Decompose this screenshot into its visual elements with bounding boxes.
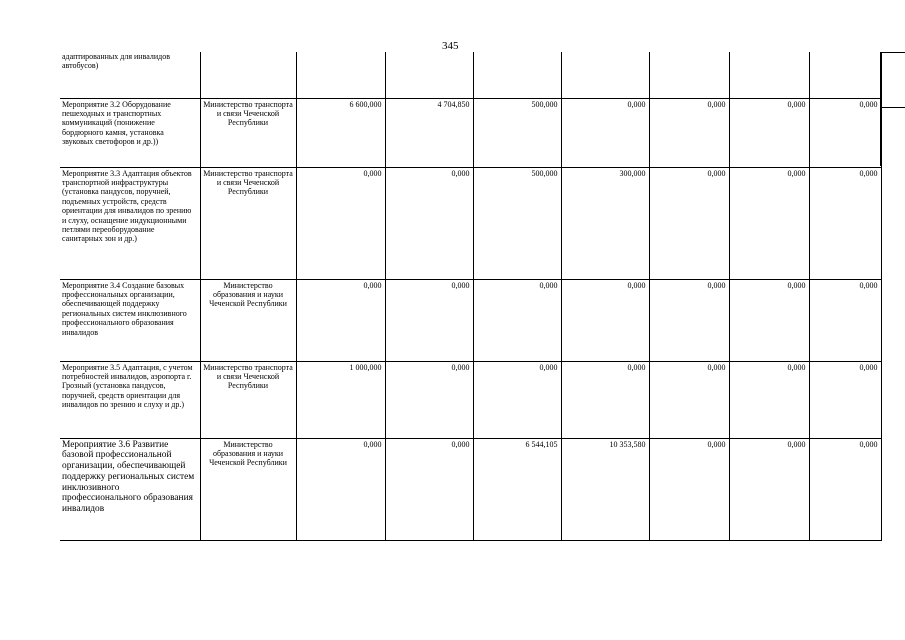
value-cell: 0,000	[649, 98, 729, 167]
value-cell: 6 600,000	[296, 98, 385, 167]
table-row	[60, 438, 881, 540]
executor-cell: Министерство транспорта и связи Чеченской Республики	[200, 361, 296, 438]
value-cell: 0,000	[385, 438, 473, 540]
page-number: 345	[442, 40, 459, 52]
value-cell: 0,000	[729, 98, 809, 167]
table-row	[60, 52, 881, 98]
value-cell: 0,000	[561, 98, 649, 167]
value-cell: 0,000	[296, 167, 385, 279]
table-row	[60, 279, 881, 361]
value-cell: 0,000	[561, 279, 649, 361]
executor-cell	[200, 52, 296, 98]
activity-name-cell: Мероприятие 3.5 Адаптация, с учетом потребностей инвалидов, аэропорта г. Грозный (установка пандусов, поручней, средств ориентации для инвалидов по зрению и слуху и др.)	[60, 361, 200, 438]
activity-name-cell: Мероприятие 3.2 Оборудование пешеходных и транспортных коммуникаций (понижение бордюрного камня, установка звуковых светофоров и др.))	[60, 98, 200, 167]
value-cell: 0,000	[809, 279, 881, 361]
value-cell: 0,000	[385, 167, 473, 279]
value-cell	[385, 52, 473, 98]
program-activities-table	[60, 52, 882, 541]
value-cell: 0,000	[809, 167, 881, 279]
value-cell: 0,000	[649, 438, 729, 540]
value-cell: 1 000,000	[296, 361, 385, 438]
value-cell: 0,000	[649, 279, 729, 361]
value-cell: 0,000	[649, 361, 729, 438]
table-row	[60, 361, 881, 438]
value-cell	[649, 52, 729, 98]
value-cell	[473, 52, 561, 98]
value-cell: 0,000	[729, 438, 809, 540]
value-cell	[296, 52, 385, 98]
value-cell: 0,000	[385, 279, 473, 361]
continuation-column-edge	[880, 52, 905, 108]
value-cell	[809, 52, 881, 98]
table-row	[60, 167, 881, 279]
value-cell: 0,000	[729, 361, 809, 438]
value-cell: 10 353,580	[561, 438, 649, 540]
value-cell: 0,000	[809, 438, 881, 540]
value-cell: 0,000	[473, 279, 561, 361]
value-cell: 500,000	[473, 98, 561, 167]
value-cell: 0,000	[296, 279, 385, 361]
value-cell: 500,000	[473, 167, 561, 279]
table-row	[60, 98, 881, 167]
value-cell: 0,000	[729, 279, 809, 361]
activity-name-cell: Мероприятие 3.4 Создание базовых профессиональных организации, обеспечивающей поддержку региональных систем инклюзивного профессионального образования инвалидов	[60, 279, 200, 361]
activity-name-cell: адаптированных для инвалидов автобусов)	[60, 52, 200, 98]
value-cell	[561, 52, 649, 98]
value-cell: 0,000	[809, 98, 881, 167]
activity-name-cell: Мероприятие 3.3 Адаптация объектов транспортной инфраструктуры (установка пандусов, поручней, подъемных устройств, средств ориентации для инвалидов по зрению и слуху, оснащение индукционными петлями переоборудование санитарных зон и др.)	[60, 167, 200, 279]
value-cell: 0,000	[649, 167, 729, 279]
executor-cell: Министерство образования и науки Чеченской Республики	[200, 438, 296, 540]
executor-cell: Министерство транспорта и связи Чеченской Республики	[200, 167, 296, 279]
value-cell	[729, 52, 809, 98]
value-cell: 6 544,105	[473, 438, 561, 540]
value-cell: 0,000	[296, 438, 385, 540]
value-cell: 0,000	[809, 361, 881, 438]
executor-cell: Министерство транспорта и связи Чеченской Республики	[200, 98, 296, 167]
executor-cell: Министерство образования и науки Чеченской Республики	[200, 279, 296, 361]
value-cell: 0,000	[729, 167, 809, 279]
activity-name-cell: Мероприятие 3.6 Развитие базовой профессиональной организации, обеспечивающей поддержку региональных систем инклюзивного профессионального образования инвалидов	[60, 438, 200, 540]
value-cell: 4 704,850	[385, 98, 473, 167]
value-cell: 300,000	[561, 167, 649, 279]
value-cell: 0,000	[385, 361, 473, 438]
value-cell: 0,000	[561, 361, 649, 438]
value-cell: 0,000	[473, 361, 561, 438]
